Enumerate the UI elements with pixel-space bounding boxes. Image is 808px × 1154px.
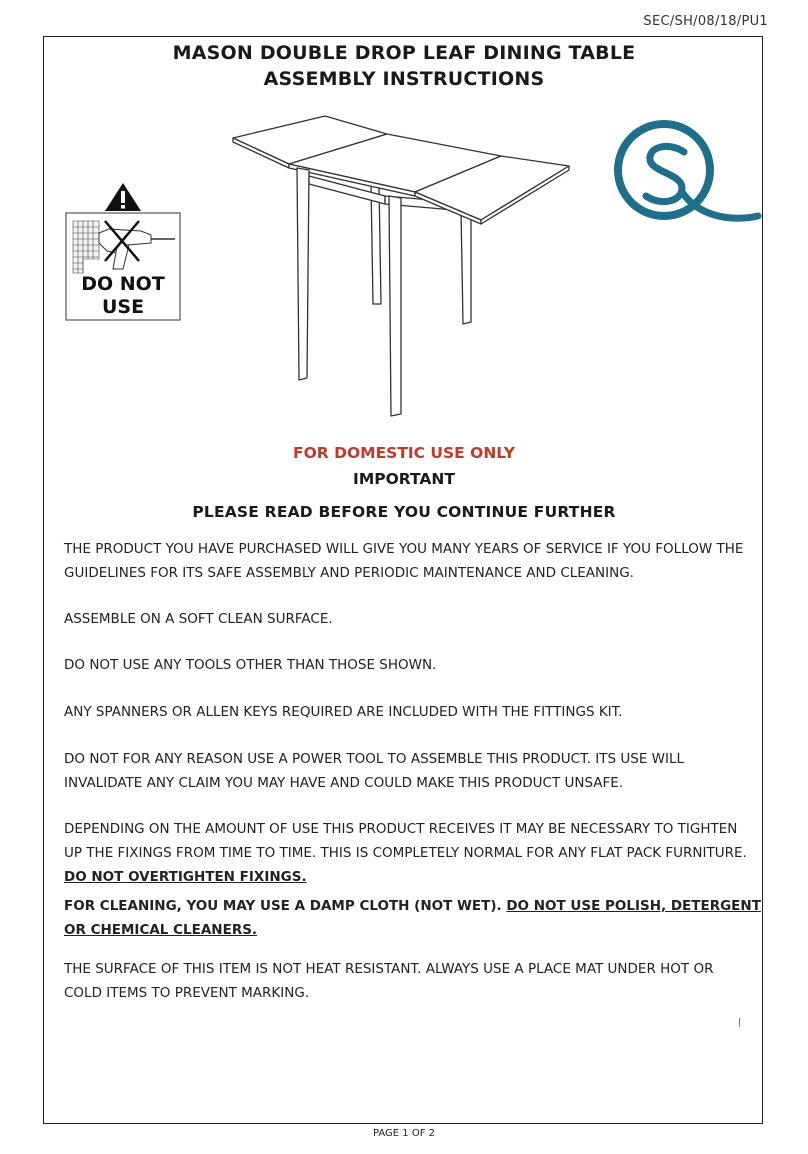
read-before-heading: PLEASE READ BEFORE YOU CONTINUE FURTHER [192,503,616,521]
overtighten-warning: DO NOT OVERTIGHTEN FIXINGS. [64,869,307,885]
paragraph-line: DO NOT FOR ANY REASON USE A POWER TOOL TO ASSEMBLE THIS PRODUCT. ITS USE WILL [64,751,685,767]
table-illustration [225,108,585,423]
brand-logo [612,120,762,230]
paragraph-line: UP THE FIXINGS FROM TIME TO TIME. THIS IS COMPLETELY NORMAL FOR ANY FLAT PACK FURNITURE. [64,845,747,861]
page-title [0,40,808,92]
cleaning-instruction: FOR CLEANING, YOU MAY USE A DAMP CLOTH (NOT WET). [64,898,507,914]
paragraph-line: COLD ITEMS TO PREVENT MARKING. [64,985,310,1001]
paragraph-cleaning [64,894,764,942]
paragraph-fittings-kit: ANY SPANNERS OR ALLEN KEYS REQUIRED ARE INCLUDED WITH THE FITTINGS KIT. [64,704,623,720]
cleaning-warning-b: OR CHEMICAL CLEANERS. [64,922,258,938]
cleaning-warning-a: DO NOT USE POLISH, DETERGENT [506,898,761,914]
paragraph-tools: DO NOT USE ANY TOOLS OTHER THAN THOSE SHOWN. [64,657,437,673]
title-line-1: MASON DOUBLE DROP LEAF DINING TABLE [172,42,636,64]
important-heading: IMPORTANT [353,470,455,488]
paragraph-line: DEPENDING ON THE AMOUNT OF USE THIS PRODUCT RECEIVES IT MAY BE NECESSARY TO TIGHTEN [64,821,738,837]
paragraph-tighten-fixings [64,817,764,889]
paragraph-line: THE PRODUCT YOU HAVE PURCHASED WILL GIVE YOU MANY YEARS OF SERVICE IF YOU FOLLOW THE [64,541,744,557]
warning-text-line-2: USE [101,296,145,318]
paragraph-line: THE SURFACE OF THIS ITEM IS NOT HEAT RESISTANT. ALWAYS USE A PLACE MAT UNDER HOT OR [64,961,714,977]
paragraph-service [64,537,764,585]
page-number: PAGE 1 OF 2 [372,1128,435,1139]
no-power-tool-warning [65,181,181,321]
warning-triangle-icon [105,183,141,211]
margin-mark [739,1018,740,1027]
paragraph-soft-surface: ASSEMBLE ON A SOFT CLEAN SURFACE. [64,611,333,627]
paragraph-power-tool [64,747,764,795]
warning-text-line-1: DO NOT [81,273,165,295]
paragraph-heat-resistance [64,957,764,1005]
paragraph-line: INVALIDATE ANY CLAIM YOU MAY HAVE AND COULD MAKE THIS PRODUCT UNSAFE. [64,775,624,791]
title-line-2: ASSEMBLY INSTRUCTIONS [263,68,545,90]
domestic-use-heading: FOR DOMESTIC USE ONLY [293,444,515,462]
document-reference-code: SEC/SH/08/18/PU1 [643,14,768,29]
paragraph-line: GUIDELINES FOR ITS SAFE ASSEMBLY AND PERIODIC MAINTENANCE AND CLEANING. [64,565,634,581]
